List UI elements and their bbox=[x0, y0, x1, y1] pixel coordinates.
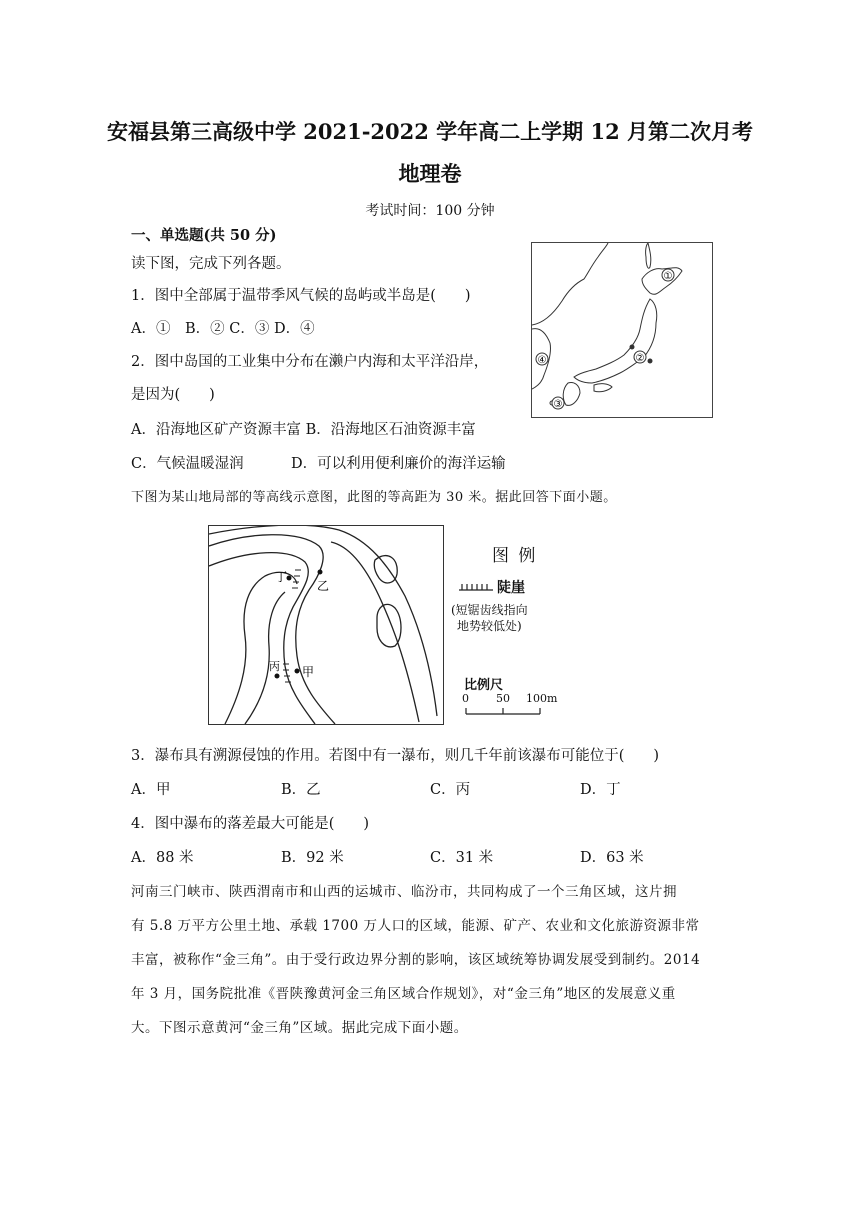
japan-map bbox=[531, 242, 713, 418]
hokkaido-island bbox=[642, 268, 682, 295]
city-dot bbox=[630, 345, 635, 350]
legend-cliff-note-2: 地势较低处) bbox=[457, 619, 522, 633]
exam-title: 安福县第三高级中学 2021-2022 学年高二上学期 12 月第二次月考 bbox=[106, 119, 754, 144]
question-3-option-a: A．甲 bbox=[131, 782, 171, 798]
question-2-stem-cont: 是因为( ) bbox=[131, 387, 215, 403]
group1-intro: 读下图，完成下列各题。 bbox=[131, 256, 291, 272]
sakhalin-island bbox=[646, 243, 651, 268]
contour-map-drawing bbox=[209, 526, 443, 724]
group2-intro: 下图为某山地局部的等高线示意图，此图的等高距为 30 米。据此回答下面小题。 bbox=[131, 490, 617, 505]
question-4-option-c: C．31 米 bbox=[430, 850, 494, 866]
question-2-option-d: D．可以利用便利廉价的海洋运输 bbox=[291, 456, 506, 472]
question-2-option-c: C．气候温暖湿润 bbox=[131, 456, 244, 472]
mainland-coast bbox=[532, 243, 608, 325]
point-ding-label: 丁 bbox=[275, 570, 288, 584]
point-bing-dot bbox=[275, 674, 280, 679]
question-1-stem: 1．图中全部属于温带季风气候的岛屿或半岛是( ) bbox=[131, 288, 471, 304]
group3-line-3: 丰富，被称作“金三角”。由于受行政边界分割的影响，该区域统筹协调发展受到制约。2014 bbox=[131, 952, 701, 968]
question-3-stem: 3．瀑布具有溯源侵蚀的作用。若图中有一瀑布，则几千年前该瀑布可能位于( ) bbox=[131, 748, 660, 764]
question-4-option-d: D．63 米 bbox=[580, 850, 644, 866]
point-jia-label: 甲 bbox=[302, 665, 315, 679]
section-heading: 一、单选题(共 50 分) bbox=[131, 227, 277, 244]
scale-tick-100: 100m bbox=[526, 692, 558, 705]
question-3-option-c: C．丙 bbox=[430, 782, 471, 798]
map-label-4: ④ bbox=[537, 355, 547, 366]
legend-cliff-label: 陡崖 bbox=[497, 580, 525, 596]
question-3-option-b: B．乙 bbox=[281, 782, 321, 798]
group3-line-2: 有 5.8 万平方公里土地、承载 1700 万人口的区域，能源、矿产、农业和文化旅游资源非常 bbox=[131, 918, 700, 934]
question-2-options-ab: A．沿海地区矿产资源丰富 B．沿海地区石油资源丰富 bbox=[131, 422, 476, 438]
honshu-island bbox=[574, 299, 657, 383]
point-jia-dot bbox=[295, 669, 300, 674]
question-4-stem: 4．图中瀑布的落差最大可能是( ) bbox=[131, 816, 370, 832]
map-label-2: ② bbox=[635, 353, 645, 364]
contour-map bbox=[208, 525, 444, 725]
point-yi-dot bbox=[318, 570, 323, 575]
question-2-stem: 2．图中岛国的工业集中分布在濑户内海和太平洋沿岸， bbox=[131, 354, 489, 370]
group3-line-1: 河南三门峡市、陕西渭南市和山西的运城市、临汾市，共同构成了一个三角区域，这片拥 bbox=[131, 884, 677, 900]
legend-title: 图 例 bbox=[492, 546, 538, 566]
contour-hilltop bbox=[374, 556, 397, 583]
scale-tick-50: 50 bbox=[496, 692, 510, 705]
scale-bar bbox=[462, 692, 562, 718]
legend-cliff bbox=[451, 577, 585, 637]
scale-bar-line bbox=[464, 706, 554, 716]
legend-scale-title: 比例尺 bbox=[464, 678, 504, 693]
question-4-option-a: A．88 米 bbox=[131, 850, 194, 866]
kyushu-island bbox=[563, 382, 580, 405]
contour-line bbox=[245, 592, 285, 724]
contour-line bbox=[225, 572, 297, 724]
exam-subtitle: 地理卷 bbox=[398, 161, 462, 186]
cliff-symbol-icon bbox=[455, 580, 495, 594]
japan-map-drawing bbox=[532, 243, 712, 417]
point-bing-label: 丙 bbox=[269, 660, 280, 673]
question-3-option-d: D．丁 bbox=[580, 782, 621, 798]
point-yi-label: 乙 bbox=[317, 579, 330, 593]
scale-tick-0: 0 bbox=[462, 692, 469, 705]
legend-cliff-note-1: (短锯齿线指向 bbox=[451, 603, 528, 617]
question-1-options: A．① B．② C．③ D．④ bbox=[131, 321, 315, 337]
group3-line-5: 大。下图示意黄河“金三角”区域。据此完成下面小题。 bbox=[131, 1020, 468, 1036]
shikoku-island bbox=[594, 384, 612, 392]
map-label-3: ③ bbox=[553, 399, 563, 410]
contour-line bbox=[209, 535, 335, 724]
question-4-option-b: B．92 米 bbox=[281, 850, 344, 866]
map-label-1: ① bbox=[663, 271, 673, 282]
city-dot bbox=[648, 359, 653, 364]
point-ding-dot bbox=[287, 576, 292, 581]
group3-line-4: 年 3 月，国务院批准《晋陕豫黄河金三角区域合作规划》，对“金三角”地区的发展意义重 bbox=[131, 986, 676, 1002]
exam-time: 考试时间：100 分钟 bbox=[365, 203, 495, 219]
